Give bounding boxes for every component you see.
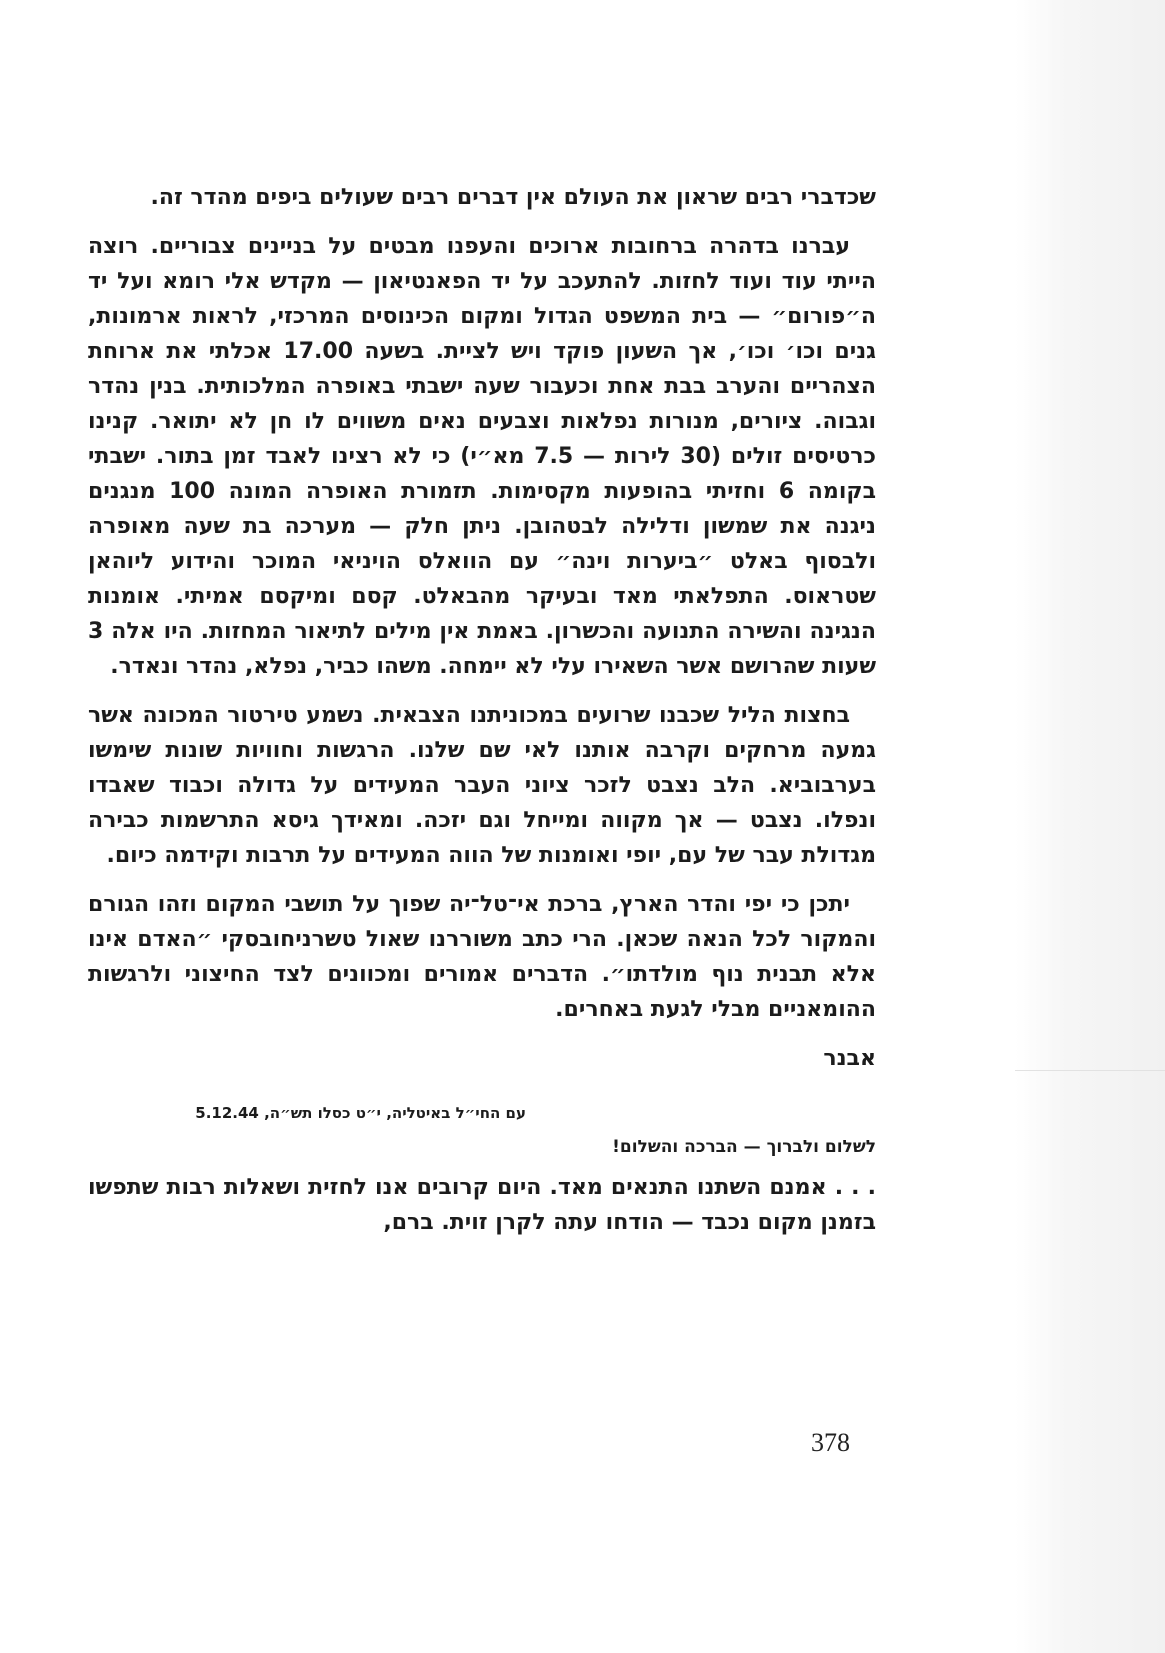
page-number: 378 bbox=[811, 1428, 850, 1457]
paragraph-3: בחצות הליל שכבנו שרועים במכוניתנו הצבאית. נשמע טירטור המכונה אשר גמעה מרחקים וקרבה אותנו לאי שם שלנו. הרגשות וחוויות שונות שימשו בערבוביא. הלב נצבט לזכר ציוני העבר המעידים על גדולה וכבוד שאבדו ונפלו. נצבט — אך מקווה ומייחל וגם יזכה. ומאידך גיסא התרשמות כבירה מגדולת עבר של עם, יופי ואומנות של הווה המעידים על תרבות וקידמה כיום. bbox=[88, 703, 876, 868]
closing-paragraph: . . . אמנם השתנו התנאים מאד. היום קרובים אנו לחזית ושאלות רבות שתפשו בזמנן מקום נכבד — הודחו עתה לקרן זוית. ברם, bbox=[88, 1175, 876, 1235]
letter-header bbox=[88, 1102, 876, 1158]
paragraph-4: יתכן כי יפי והדר הארץ, ברכת אי־טל־יה שפוך על תושבי המקום וזהו הגורם והמקור לכל הנאה שכאן. הרי כתב משוררנו שאול טשרניחובסקי ״האדם אינו אלא תבנית נוף מולדתו״. הדברים אמורים ומכוונים לצד החיצוני ולרגשות ההומאניים מבלי לגעת באחרים. bbox=[88, 892, 876, 1022]
document-body bbox=[88, 180, 876, 1254]
letter-greeting: לשלום ולברוך — הברכה והשלום! bbox=[612, 1137, 876, 1157]
paragraph-1: שכדברי רבים שראון את העולם אין דברים רבים שעולים ביפים מהדר זה. bbox=[150, 185, 876, 210]
page-edge-shadow bbox=[1015, 0, 1165, 1653]
letter-dateline: עם החי״ל באיטליה, י״ט כסלו תש״ה, 5.12.44 bbox=[195, 1104, 526, 1122]
paragraph-2: עברנו בדהרה ברחובות ארוכים והעפנו מבטים על בניינים צבוריים. רוצה הייתי עוד ועוד לחזות. להתעכב על יד הפאנטיאון — מקדש אלי רומא ועל יד ה״פורום״ — בית המשפט הגדול ומקום הכינוסים המרכזי, לראות ארמונות, גנים וכו׳ וכו׳, אך השעון פוקד ויש לציית. בשעה 17.00 אכלתי את ארוחת הצהריים והערב בבת אחת וכעבור שעה ישבתי באופרה המלכותית. בנין נהדר וגבוה. ציורים, מנורות נפלאות וצבעים נאים משווים לו חן לא יתואר. קנינו כרטיסים זולים (30 לירות — 7.5 מא״י) כי לא רצינו לאבד זמן בתור. ישבתי בקומה 6 וחזיתי בהופעות מקסימות. תזמורת האופרה המונה 100 מנגנים ניגנה את שמשון ודלילה לבטהובן. ניתן חלק — מערכה בת שעה מאופרה ולבסוף באלט ״ביערות וינה״ עם הוואלס הויניאי המוכר והידוע ליוהאן שטראוס. התפלאתי מאד ובעיקר מהבאלט. קסם ומיקסם אמיתי. אומנות הנגינה והשירה התנועה והכשרון. באמת אין מילים לתיאור המחזות. היו אלה 3 שעות שהרושם אשר השאירו עלי לא יימחה. משהו כביר, נפלא, נהדר ונאדר. bbox=[88, 234, 877, 679]
signature: אבנר bbox=[823, 1046, 876, 1071]
page-edge-divider bbox=[1015, 1070, 1165, 1071]
